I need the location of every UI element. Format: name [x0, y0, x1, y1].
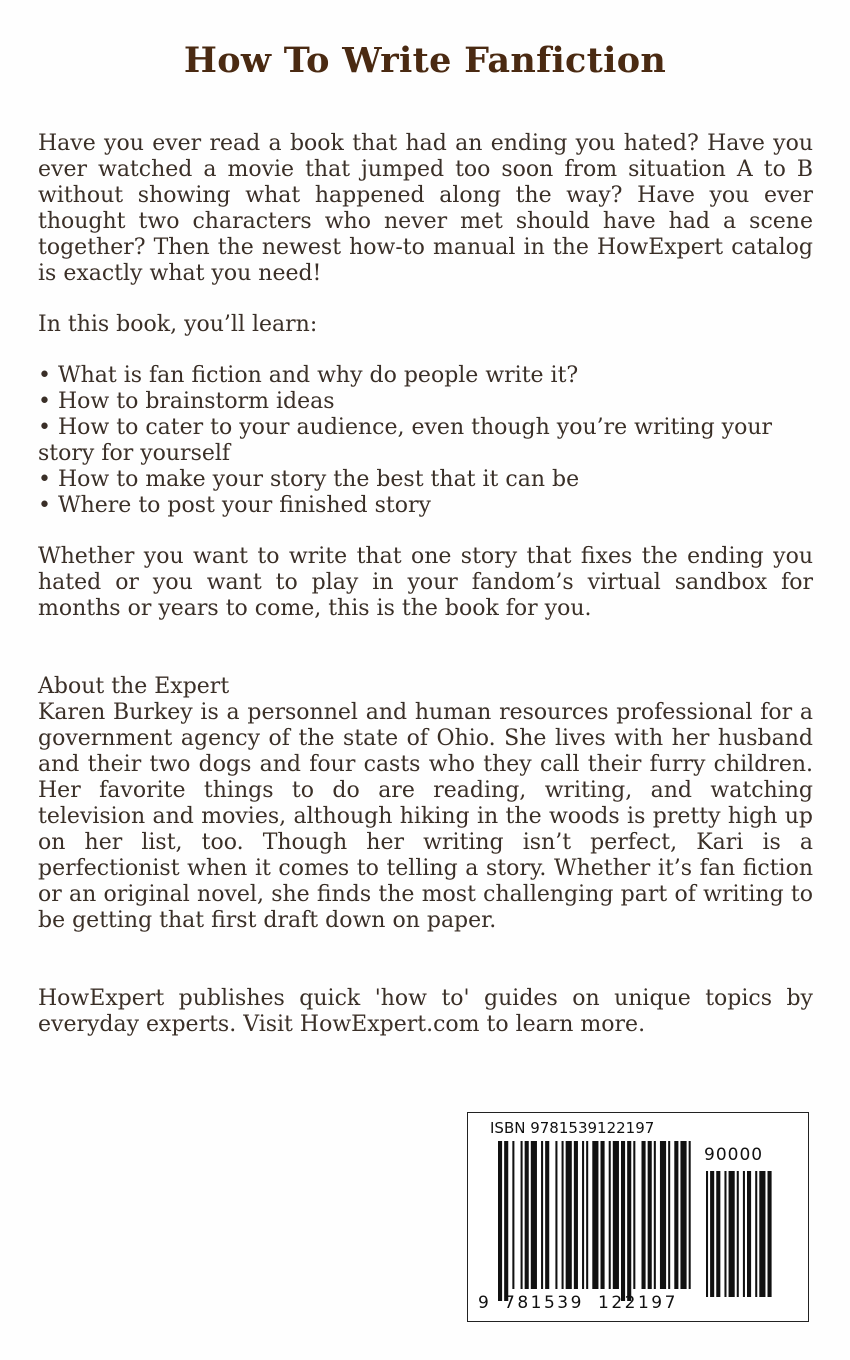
- barcode-bar: [521, 1141, 523, 1289]
- barcode-bar: [545, 1141, 549, 1289]
- barcode-bar: [592, 1141, 598, 1289]
- book-title: How To Write Fanfiction: [183, 40, 667, 81]
- barcode-bar: [531, 1141, 537, 1289]
- list-item: • How to brainstorm ideas: [38, 389, 813, 415]
- learn-list: [38, 363, 813, 519]
- barcode-bar: [601, 1141, 605, 1289]
- barcode-digits-right: 122197: [598, 1293, 678, 1313]
- about-paragraph: Karen Burkey is a personnel and human resources professional for a government agency of the state of Ohio. She lives with her husband and their two dogs and four casts who they call their furry children. Her favorite things to do are reading, writing, and watching television and movies, although hiking in the woods is pretty high up on her list, too. Though her writing isn’t perfect, Kari is a perfectionist when it comes to telling a story. Whether it’s fan fiction or an original novel, she finds the most challenging part of writing to be getting that first draft down on paper.: [38, 700, 813, 933]
- barcode-bar: [716, 1171, 720, 1297]
- list-item: • Where to post your finished story: [38, 493, 813, 519]
- barcode-bar: [562, 1141, 564, 1289]
- price-code: 90000: [704, 1145, 764, 1165]
- barcode-bar: [627, 1141, 631, 1301]
- barcode-bar: [729, 1171, 735, 1297]
- barcode-bar: [555, 1141, 557, 1289]
- barcode-bar: [586, 1141, 588, 1289]
- list-item: • How to make your story the best that it can be: [38, 467, 813, 493]
- barcode-bar: [525, 1141, 529, 1289]
- barcode-bar: [642, 1141, 646, 1289]
- list-item: • How to cater to your audience, even though you’re writing your story for yourself: [38, 415, 813, 467]
- barcode-bar: [648, 1141, 652, 1289]
- barcode-bar: [613, 1141, 619, 1289]
- barcode-bar: [759, 1171, 765, 1297]
- barcode-digits-left: 781539: [504, 1293, 584, 1313]
- barcode-bar: [633, 1141, 635, 1289]
- barcode-bar: [582, 1141, 584, 1289]
- barcode-digit-first: 9: [478, 1293, 489, 1313]
- barcode-bar: [674, 1141, 678, 1289]
- barcode-bar: [621, 1141, 625, 1301]
- list-item: • What is fan fiction and why do people write it?: [38, 363, 813, 389]
- barcode-bar: [512, 1141, 514, 1289]
- barcode-bar: [660, 1141, 666, 1289]
- publisher-note: HowExpert publishes quick 'how to' guides on unique topics by everyday experts. Visit HowExpert.com to learn more.: [38, 986, 813, 1037]
- barcode-bar: [504, 1141, 508, 1301]
- barcode-bar: [668, 1141, 670, 1289]
- barcode-bar: [743, 1171, 745, 1297]
- barcode-bar: [724, 1171, 726, 1297]
- intro-paragraph: Have you ever read a book that had an ending you hated? Have you ever watched a movie that jumped too soon from situation A to B without showing what happened along the way? Have you ever thought two characters who never met should have had a scene together? Then the newest how-to manual in the HowExpert catalog is exactly what you need!: [38, 131, 813, 286]
- closing-paragraph: Whether you want to write that one story that fixes the ending you hated or you want to play in your fandom’s virtual sandbox for months or years to come, this is the book for you.: [38, 544, 813, 621]
- barcode-bar: [706, 1171, 708, 1297]
- barcode-bar: [566, 1141, 572, 1289]
- barcode-bar: [768, 1171, 772, 1297]
- back-cover-text: [38, 131, 813, 1038]
- barcode-bar: [541, 1141, 543, 1289]
- learn-heading: In this book, you’ll learn:: [38, 312, 318, 337]
- about-heading: About the Expert: [38, 674, 230, 699]
- barcode-bar: [710, 1171, 714, 1297]
- barcode-bar: [689, 1141, 691, 1289]
- barcode-bar: [654, 1141, 656, 1289]
- barcode-bar: [737, 1171, 739, 1297]
- barcode-bar: [498, 1141, 502, 1301]
- isbn-label: ISBN 9781539122197: [490, 1119, 655, 1137]
- barcode-bar: [574, 1141, 578, 1289]
- barcode-bar: [680, 1141, 686, 1289]
- barcode-bar: [755, 1171, 757, 1297]
- barcode-bar: [609, 1141, 611, 1289]
- isbn-barcode: [467, 1112, 809, 1322]
- barcode-bar: [747, 1171, 751, 1297]
